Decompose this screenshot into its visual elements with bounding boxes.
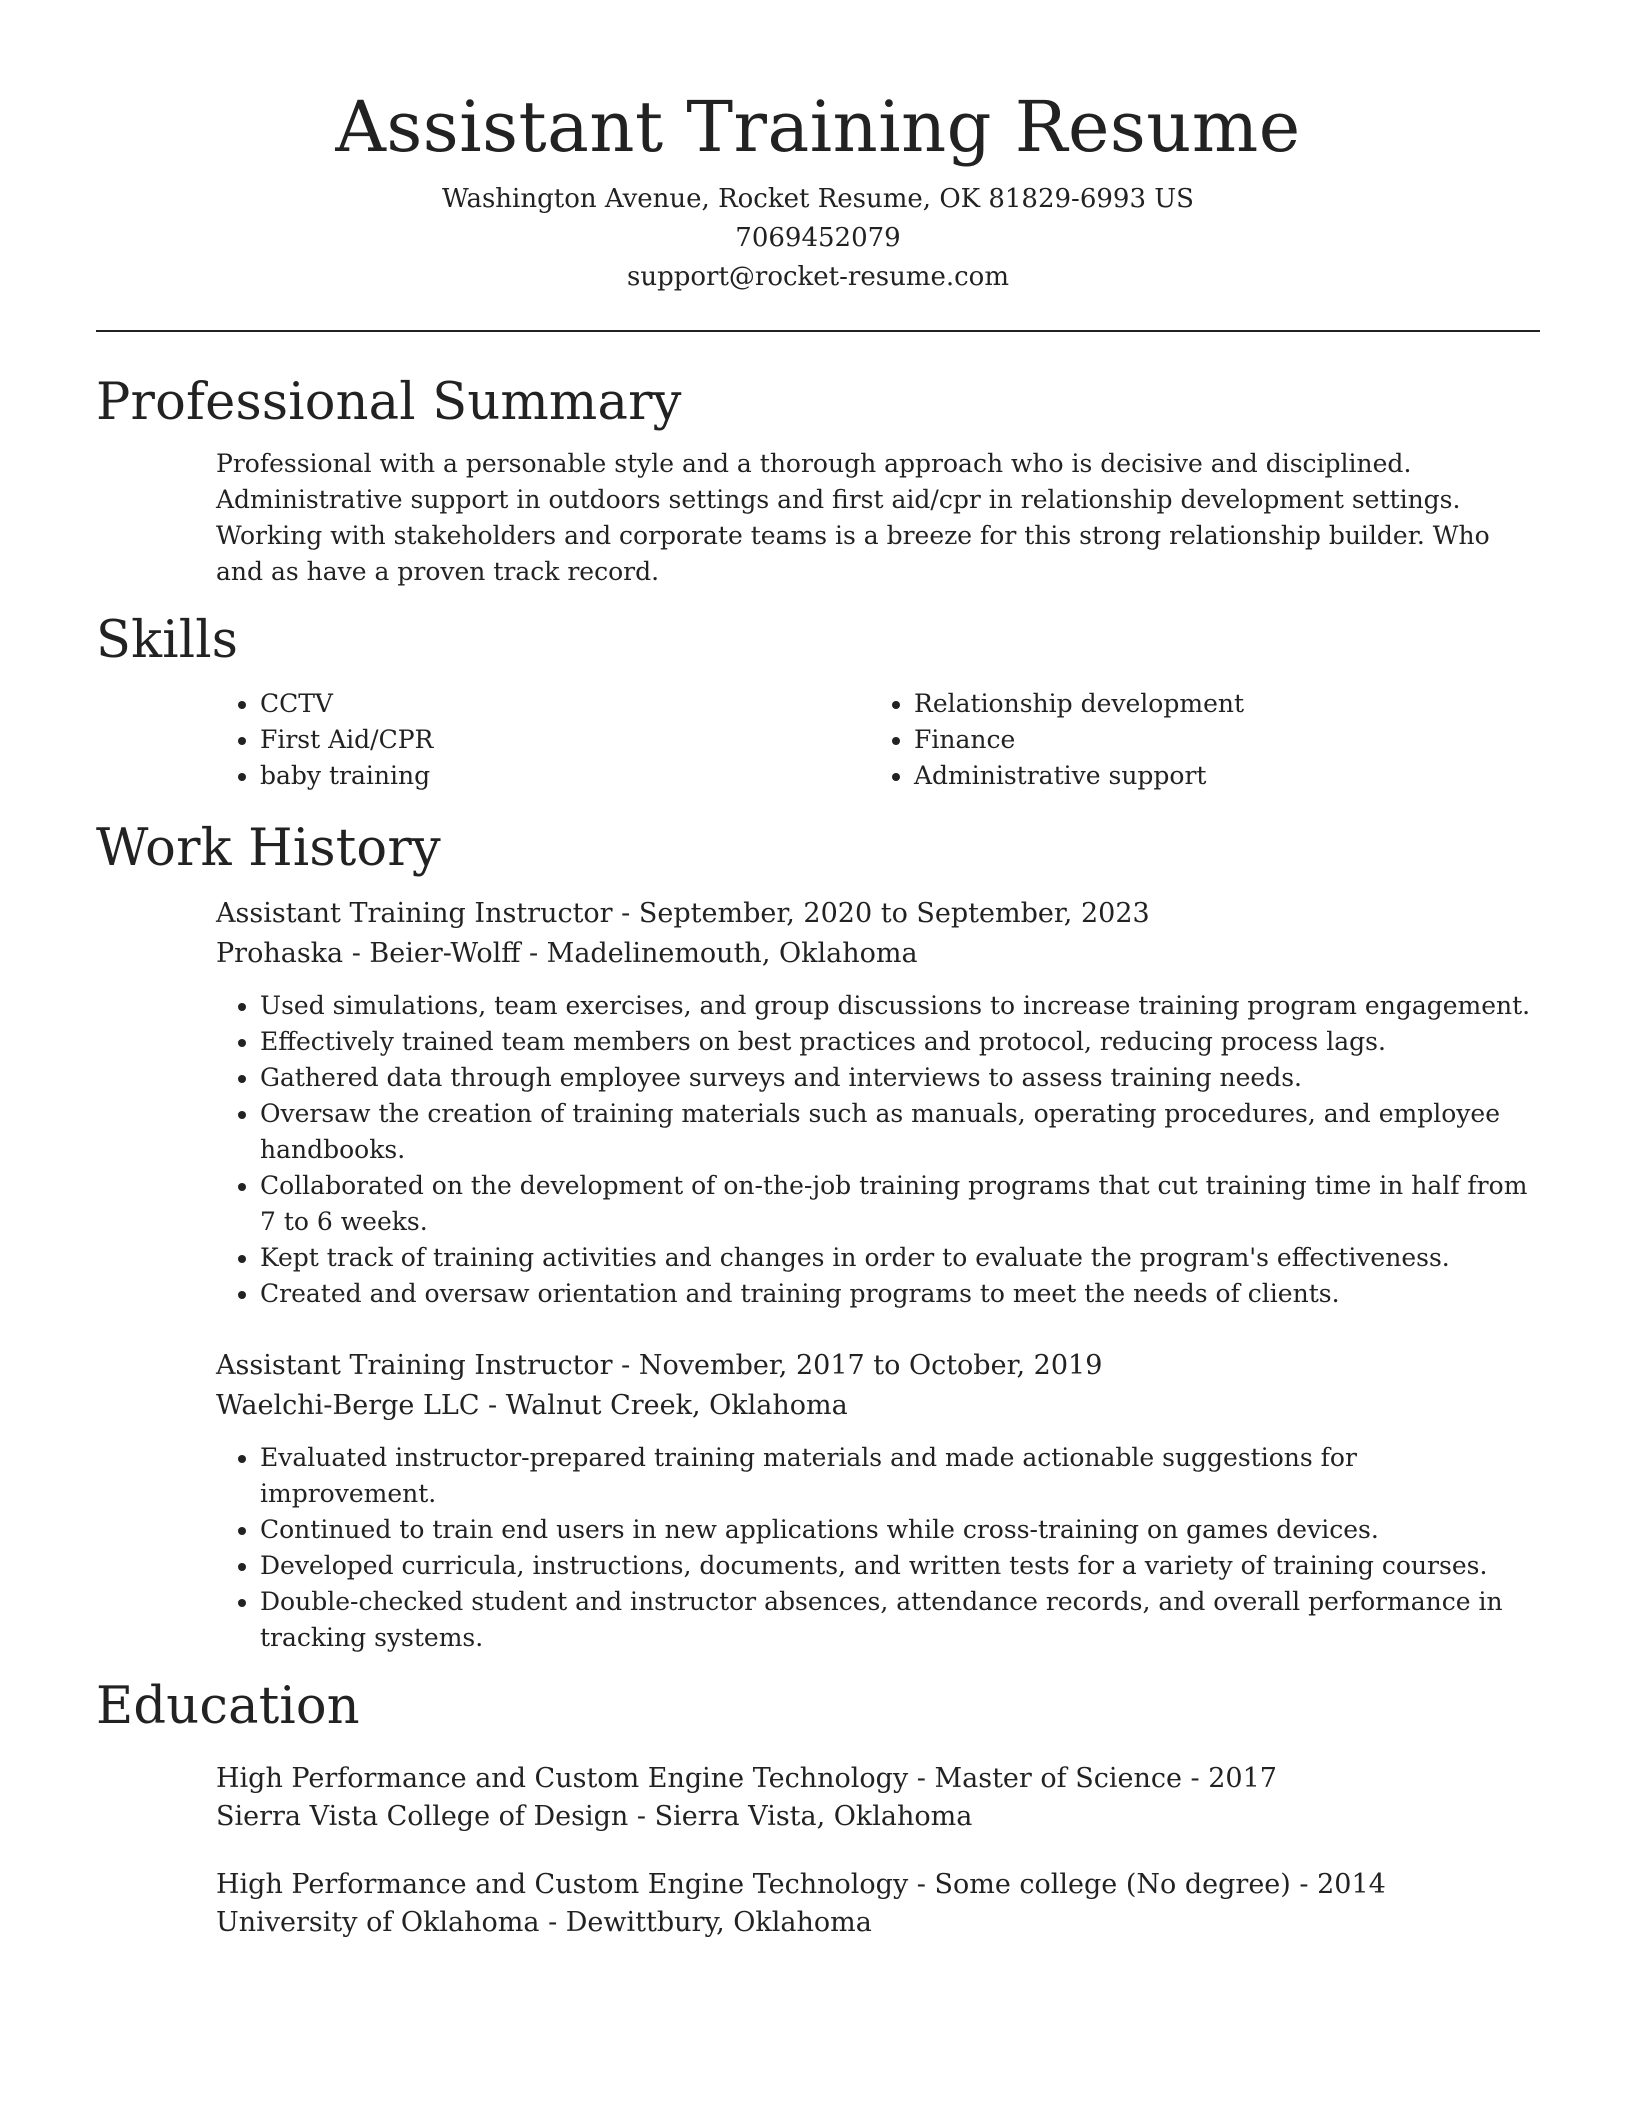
job-duty: • Double-checked student and instructor absences, attendance records, and overall performance in tracking systems. — [260, 1584, 1540, 1656]
header-divider — [96, 330, 1540, 332]
job-duty: • Kept track of training activities and changes in order to evaluate the program's effectiveness. — [260, 1240, 1540, 1276]
job-duty: • Created and oversaw orientation and training programs to meet the needs of clients. — [260, 1276, 1540, 1312]
education-school: Sierra Vista College of Design - Sierra Vista, Oklahoma — [216, 1801, 973, 1832]
skill-item: • Finance — [914, 722, 1520, 758]
contact-email: support@rocket-resume.com — [626, 262, 1009, 292]
job-title-dates: Assistant Training Instructor - September, 2020 to September, 2023 — [216, 898, 1150, 929]
contact-address: Washington Avenue, Rocket Resume, OK 81829-6993 US — [442, 184, 1194, 214]
skill-item: • First Aid/CPR — [260, 722, 866, 758]
education-school: University of Oklahoma - Dewittbury, Oklahoma — [216, 1907, 872, 1938]
education-heading: Education — [96, 1677, 360, 1736]
skill-item: • CCTV — [260, 686, 866, 722]
job-duty: • Used simulations, team exercises, and group discussions to increase training program engagement. — [260, 988, 1540, 1024]
job-duty: • Continued to train end users in new applications while cross-training on games devices. — [260, 1512, 1540, 1548]
resume-page — [96, 0, 1540, 1942]
skills-column-right — [866, 686, 1520, 794]
job-company-location: Waelchi-Berge LLC - Walnut Creek, Oklahoma — [216, 1390, 848, 1421]
skill-item: • Administrative support — [914, 758, 1520, 794]
work-history-heading: Work History — [96, 819, 441, 878]
job-company-location: Prohaska - Beier-Wolff - Madelinemouth, Oklahoma — [216, 938, 918, 969]
education-entry — [216, 1760, 1540, 1836]
education-entry — [216, 1866, 1540, 1942]
contact-block — [96, 180, 1540, 297]
job-entry — [216, 1346, 1540, 1656]
job-entry — [216, 894, 1540, 1312]
contact-phone: 7069452079 — [735, 223, 901, 253]
education-degree: High Performance and Custom Engine Technology - Master of Science - 2017 — [216, 1763, 1277, 1794]
job-duty: • Effectively trained team members on best practices and protocol, reducing process lags. — [260, 1024, 1540, 1060]
job-title-dates: Assistant Training Instructor - November, 2017 to October, 2019 — [216, 1350, 1103, 1381]
summary-text: Professional with a personable style and a thorough approach who is decisive and disciplined. Administrative support in outdoors settings and first aid/cpr in relationship development settings. Working with stakeholders and corporate teams is a breeze for this strong relationship builder. Who and as have a proven track record. — [216, 449, 1490, 586]
education-degree: High Performance and Custom Engine Technology - Some college (No degree) - 2014 — [216, 1869, 1386, 1900]
job-duties — [216, 1440, 1540, 1656]
job-duties — [216, 988, 1540, 1312]
skills-list — [216, 686, 1540, 794]
skill-item: • baby training — [260, 758, 866, 794]
skill-item: • Relationship development — [914, 686, 1520, 722]
job-duty: • Evaluated instructor-prepared training materials and made actionable suggestions for improvement. — [260, 1440, 1540, 1512]
resume-title: Assistant Training Resume — [335, 86, 1301, 168]
skills-column-left — [216, 686, 866, 794]
job-duty: • Developed curricula, instructions, documents, and written tests for a variety of training courses. — [260, 1548, 1540, 1584]
job-duty: • Collaborated on the development of on-the-job training programs that cut training time in half from 7 to 6 weeks. — [260, 1168, 1540, 1240]
summary-heading: Professional Summary — [96, 373, 682, 432]
job-duty: • Oversaw the creation of training materials such as manuals, operating procedures, and employee handbooks. — [260, 1096, 1540, 1168]
skills-heading: Skills — [96, 611, 239, 670]
job-duty: • Gathered data through employee surveys and interviews to assess training needs. — [260, 1060, 1540, 1096]
